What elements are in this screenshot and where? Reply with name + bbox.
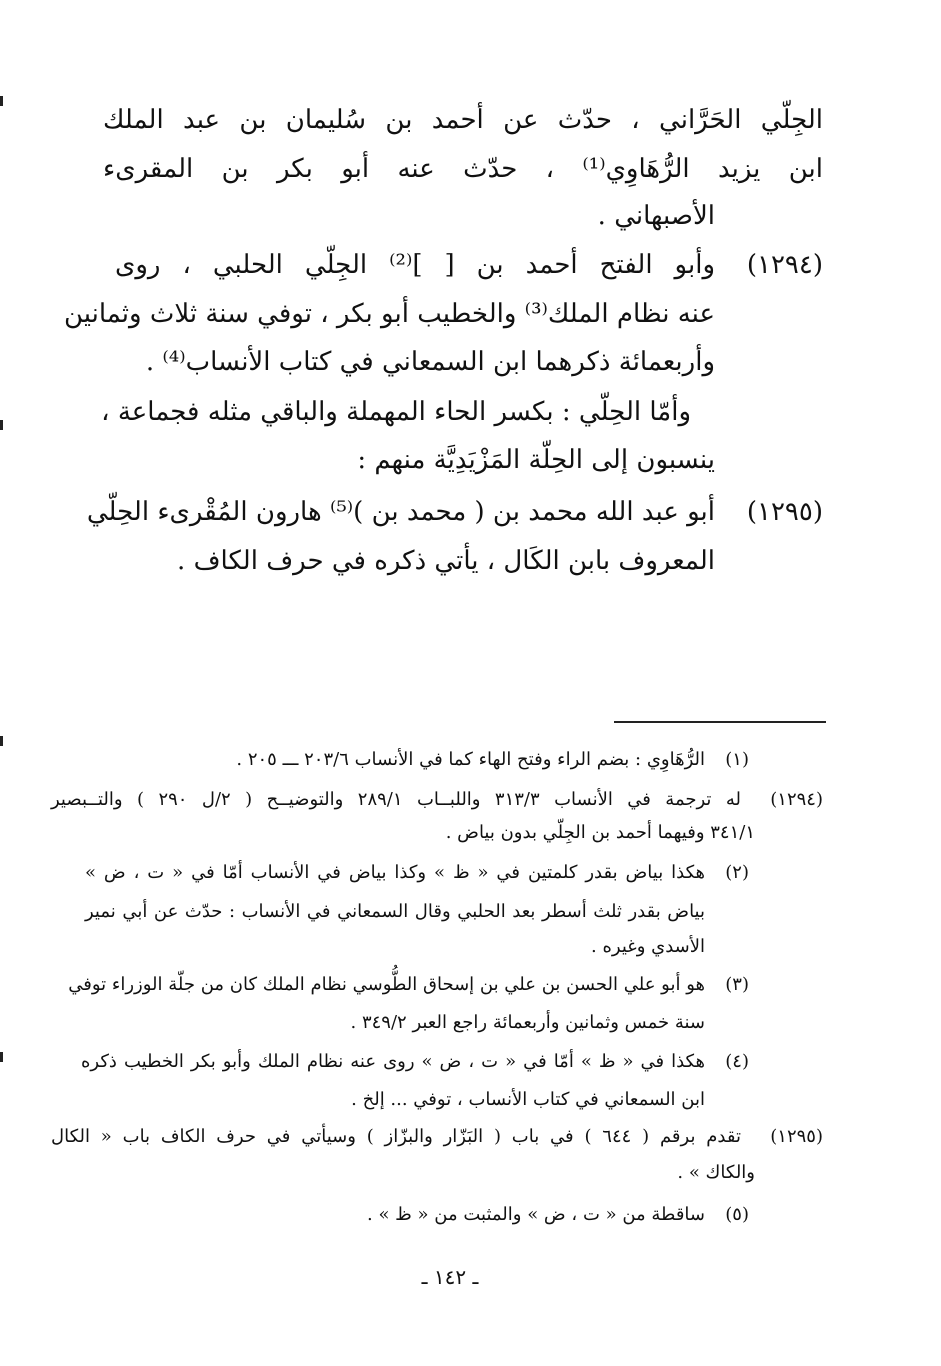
footnote-line: بياض بقدر ثلث أسطر بعد الحلبي وقال السمعاني في الأنساب : حدّث عن أبي نمير: [85, 901, 705, 922]
footnote-marker: (١): [725, 749, 749, 770]
footnote-line: له ترجمة في الأنساب ٣١٣/٣ واللبــاب ٢٨٩/١ والتوضيــح ( ٢/ل ٢٩٠ ) والتــبصير: [51, 789, 741, 810]
text-line: أبو عبد الله محمد بن ( محمد بن )⁽⁵⁾ هارون المُقْرىء الحِلّي: [86, 497, 715, 527]
margin-mark: [0, 420, 3, 430]
footnote-line: هكذا في « ظ » أمّا في « ت ، ض » روى عنه نظام الملك وأبو بكر الخطيب ذكره: [81, 1051, 705, 1072]
footnote-line: هكذا بياض بقدر كلمتين في « ظ » وكذا بياض في الأنساب أمّا في « ت ، ض »: [85, 862, 706, 883]
footnote-line: ٣٤١/١ وفيهما أحمد بن الجِلّي بدون بياض .: [445, 822, 755, 843]
footnote-marker: (١٢٩٤): [770, 789, 823, 810]
text-line: عنه نظام الملك⁽³⁾ والخطيب أبو بكر ، توفي سنة ثلاث وثمانين: [63, 299, 715, 329]
margin-mark: [0, 96, 3, 106]
margin-mark: [0, 736, 3, 746]
footnote-marker: (١٢٩٥): [770, 1126, 823, 1147]
footnote-line: تقدم برقم ( ٦٤٤ ) في باب ( البَزّار والبزّاز ) وسيأتي في حرف الكاف باب « الكال: [51, 1126, 741, 1147]
page-number: ـ ١٤٢ ـ: [421, 1265, 479, 1289]
footnote-line: ابن السمعاني في كتاب الأنساب ، توفي ... إلخ .: [351, 1089, 705, 1110]
footnote-separator: [614, 721, 826, 723]
footnote-line: هو أبو علي الحسن بن علي بن إسحاق الطُّوسي نظام الملك كان من جلّة الوزراء توفي: [68, 974, 705, 995]
text-line: المعروف بابن الكَال ، يأتي ذكره في حرف الكاف .: [177, 546, 715, 576]
entry-number: (١٢٩٥): [746, 497, 823, 527]
footnote-marker: (٤): [725, 1051, 749, 1072]
text-line: وأبو الفتح أحمد بن [ ]⁽²⁾ الجِلّي الحلبي ، روى: [115, 250, 716, 280]
text-line: ابن يزيد الرُّهَاوِي⁽¹⁾ ، حدّث عنه أبو بكر بن المقرىء: [103, 154, 823, 184]
footnote-line: الرُّهَاوِي : بضم الراء وفتح الهاء كما في الأنساب ٢٠٣/٦ ـــ ٢٠٥ .: [236, 749, 705, 770]
footnote-line: والكاك » .: [677, 1162, 755, 1183]
text-line: وأربعمائة ذكرهما ابن السمعاني في كتاب الأنساب⁽⁴⁾ .: [145, 347, 715, 377]
footnote-marker: (٥): [725, 1204, 749, 1225]
text-line: الجِلّي الحَرَّاني ، حدّث عن أحمد بن سُليمان بن عبد الملك: [103, 105, 824, 135]
footnote-line: الأسدي وغيره .: [591, 936, 705, 957]
footnote-line: سنة خمس وثمانين وأربعمائة راجع العبر ٣٤٩/٢ .: [350, 1012, 705, 1033]
margin-mark: [0, 1052, 3, 1062]
footnote-line: ساقطة من « ت ، ض » والمثبت من « ظ » .: [367, 1204, 705, 1225]
footnote-marker: (٣): [725, 974, 749, 995]
text-line: ينسبون إلى الحِلّة المَزْيَدِيَّة منهم :: [357, 445, 715, 475]
text-line: وأمّا الحِلّي : بكسر الحاء المهملة والباقي مثله فجماعة ،: [101, 397, 691, 427]
text-line: الأصبهاني .: [597, 201, 715, 231]
footnote-marker: (٢): [725, 862, 749, 883]
entry-number: (١٢٩٤): [746, 250, 823, 280]
